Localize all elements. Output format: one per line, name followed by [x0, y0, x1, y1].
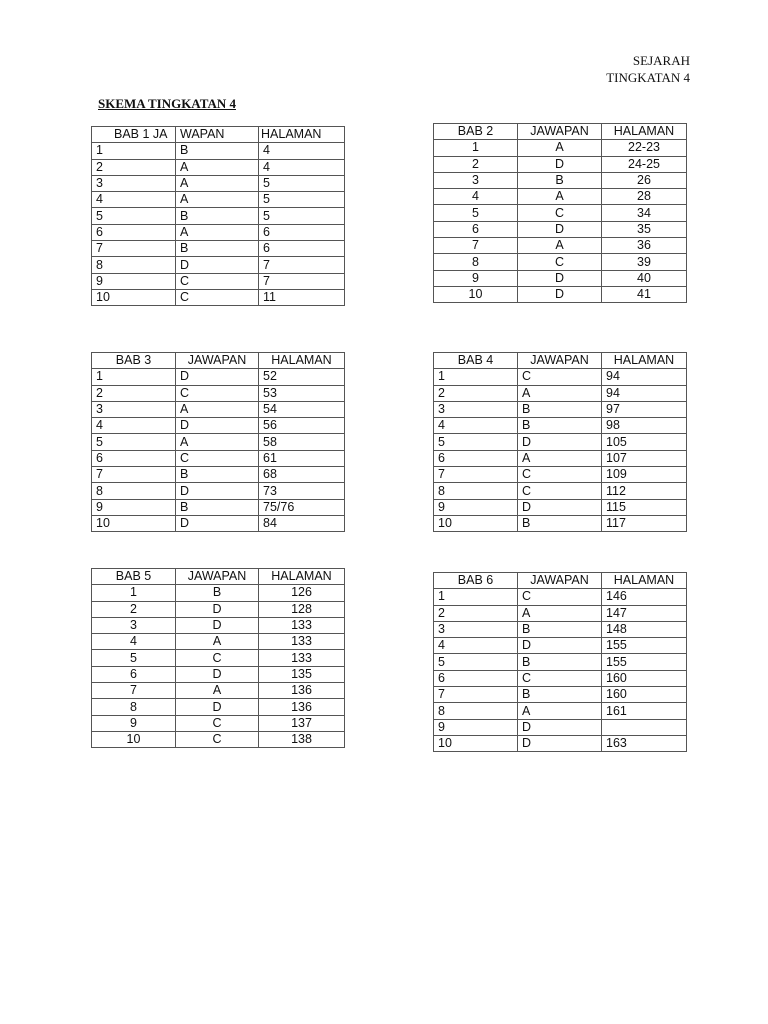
- question-number-cell: 9: [92, 715, 176, 731]
- page-cell: 109: [602, 467, 687, 483]
- question-number-cell: 9: [92, 499, 176, 515]
- question-number-cell: 4: [92, 192, 176, 208]
- page-title: SKEMA TINGKATAN 4: [98, 96, 236, 111]
- page-cell: 22-23: [602, 140, 687, 156]
- question-number-cell: 5: [92, 650, 176, 666]
- answer-cell: A: [518, 189, 602, 205]
- table-row: [92, 683, 345, 699]
- answer-cell: D: [176, 369, 259, 385]
- table-row: [92, 369, 345, 385]
- page-cell: 54: [259, 401, 345, 417]
- answer-cell: D: [518, 286, 602, 302]
- answer-cell: A: [176, 401, 259, 417]
- page-cell: 36: [602, 238, 687, 254]
- question-number-cell: 3: [434, 401, 518, 417]
- table-row: [434, 638, 687, 654]
- question-number-cell: 8: [92, 699, 176, 715]
- answer-cell: C: [518, 483, 602, 499]
- table-row: [92, 467, 345, 483]
- answer-cell: A: [176, 192, 259, 208]
- question-number-cell: 6: [434, 221, 518, 237]
- question-number-cell: 4: [92, 634, 176, 650]
- page-cell: 94: [602, 385, 687, 401]
- answer-cell: B: [518, 654, 602, 670]
- page-cell: 161: [602, 703, 687, 719]
- answer-cell: A: [518, 605, 602, 621]
- page-cell: 105: [602, 434, 687, 450]
- page-cell: 136: [259, 683, 345, 699]
- page-cell: 147: [602, 605, 687, 621]
- page-cell: 24-25: [602, 156, 687, 172]
- table-row: [434, 703, 687, 719]
- table-row: [434, 286, 687, 302]
- table-row: [434, 270, 687, 286]
- question-number-cell: 2: [434, 385, 518, 401]
- question-number-cell: 1: [92, 369, 176, 385]
- page-cell: 128: [259, 601, 345, 617]
- table-row: [434, 735, 687, 751]
- question-number-cell: 10: [434, 515, 518, 531]
- question-number-cell: 4: [434, 638, 518, 654]
- column-header: BAB 5: [92, 569, 176, 585]
- question-number-cell: 6: [92, 666, 176, 682]
- page-cell: 6: [259, 241, 345, 257]
- question-number-cell: 7: [434, 467, 518, 483]
- question-number-cell: 5: [434, 654, 518, 670]
- column-header: JAWAPAN: [518, 124, 602, 140]
- column-header: HALAMAN: [602, 124, 687, 140]
- question-number-cell: 10: [92, 289, 176, 305]
- page-cell: 133: [259, 634, 345, 650]
- answer-cell: C: [176, 731, 259, 747]
- table-header-row: [434, 124, 687, 140]
- table-row: [434, 254, 687, 270]
- question-number-cell: 9: [434, 499, 518, 515]
- question-number-cell: 3: [92, 401, 176, 417]
- page-cell: 41: [602, 286, 687, 302]
- table-row: [434, 467, 687, 483]
- question-number-cell: 5: [434, 205, 518, 221]
- answer-cell: D: [518, 156, 602, 172]
- page-cell: 75/76: [259, 499, 345, 515]
- table-row: [92, 483, 345, 499]
- page-cell: 146: [602, 589, 687, 605]
- question-number-cell: 10: [92, 731, 176, 747]
- page-cell: 35: [602, 221, 687, 237]
- answer-cell: D: [176, 515, 259, 531]
- page-cell: 163: [602, 735, 687, 751]
- column-header: BAB 6: [434, 573, 518, 589]
- form-label: TINGKATAN 4: [606, 70, 690, 85]
- table-row: [434, 140, 687, 156]
- page-cell: 52: [259, 369, 345, 385]
- question-number-cell: 1: [92, 143, 176, 159]
- page-cell: 61: [259, 450, 345, 466]
- table-row: [92, 434, 345, 450]
- page-cell: 40: [602, 270, 687, 286]
- question-number-cell: 7: [92, 241, 176, 257]
- answer-cell: A: [176, 634, 259, 650]
- answer-cell: C: [176, 273, 259, 289]
- question-number-cell: 1: [92, 585, 176, 601]
- answer-cell: B: [518, 515, 602, 531]
- answer-cell: A: [176, 175, 259, 191]
- page-cell: 7: [259, 273, 345, 289]
- table-row: [434, 205, 687, 221]
- answer-cell: B: [176, 585, 259, 601]
- page-cell: 68: [259, 467, 345, 483]
- answer-cell: C: [176, 715, 259, 731]
- table-row: [92, 401, 345, 417]
- question-number-cell: 10: [92, 515, 176, 531]
- column-header: HALAMAN: [602, 573, 687, 589]
- table-row: [434, 670, 687, 686]
- page-cell: 84: [259, 515, 345, 531]
- page-cell: 112: [602, 483, 687, 499]
- answer-cell: B: [518, 621, 602, 637]
- answer-table-bab-5: [91, 568, 345, 748]
- question-number-cell: 3: [434, 621, 518, 637]
- table-row: [434, 156, 687, 172]
- question-number-cell: 6: [434, 450, 518, 466]
- page-cell: 34: [602, 205, 687, 221]
- answer-cell: B: [518, 172, 602, 188]
- page-cell: 58: [259, 434, 345, 450]
- answer-cell: A: [518, 703, 602, 719]
- column-header: JAWAPAN: [176, 569, 259, 585]
- table-row: [434, 719, 687, 735]
- answer-cell: D: [176, 699, 259, 715]
- answer-cell: D: [176, 601, 259, 617]
- question-number-cell: 9: [434, 719, 518, 735]
- table-row: [434, 189, 687, 205]
- answer-table-bab-4: [433, 352, 687, 532]
- column-header: JAWAPAN: [518, 573, 602, 589]
- answer-cell: D: [518, 638, 602, 654]
- table-row: [92, 241, 345, 257]
- page-cell: 117: [602, 515, 687, 531]
- column-header: HALAMAN: [602, 353, 687, 369]
- table-row: [434, 654, 687, 670]
- answer-cell: A: [518, 385, 602, 401]
- answer-cell: D: [518, 735, 602, 751]
- question-number-cell: 4: [92, 418, 176, 434]
- answer-cell: A: [176, 159, 259, 175]
- question-number-cell: 10: [434, 286, 518, 302]
- table-row: [92, 650, 345, 666]
- page-cell: 5: [259, 208, 345, 224]
- question-number-cell: 2: [92, 159, 176, 175]
- question-number-cell: 8: [434, 483, 518, 499]
- question-number-cell: 9: [434, 270, 518, 286]
- page-cell: 73: [259, 483, 345, 499]
- page-cell: 94: [602, 369, 687, 385]
- question-number-cell: 2: [434, 156, 518, 172]
- table-row: [434, 450, 687, 466]
- answer-cell: D: [176, 666, 259, 682]
- answer-cell: C: [176, 450, 259, 466]
- page-cell: 5: [259, 175, 345, 191]
- answer-cell: B: [518, 687, 602, 703]
- page-cell: 97: [602, 401, 687, 417]
- question-number-cell: 2: [92, 601, 176, 617]
- table-row: [434, 401, 687, 417]
- question-number-cell: 2: [92, 385, 176, 401]
- table-row: [434, 369, 687, 385]
- question-number-cell: 9: [92, 273, 176, 289]
- answer-cell: A: [176, 683, 259, 699]
- table-row: [92, 601, 345, 617]
- answer-cell: D: [518, 719, 602, 735]
- answer-cell: C: [518, 369, 602, 385]
- question-number-cell: 5: [92, 208, 176, 224]
- table-row: [434, 483, 687, 499]
- table-row: [92, 585, 345, 601]
- page-cell: 6: [259, 224, 345, 240]
- table-row: [92, 385, 345, 401]
- column-header: BAB 4: [434, 353, 518, 369]
- page-cell: 7: [259, 257, 345, 273]
- table-row: [434, 605, 687, 621]
- table-row: [92, 289, 345, 305]
- question-number-cell: 3: [92, 617, 176, 633]
- page-cell: 107: [602, 450, 687, 466]
- answer-cell: D: [176, 617, 259, 633]
- table-row: [434, 621, 687, 637]
- question-number-cell: 5: [434, 434, 518, 450]
- question-number-cell: 1: [434, 140, 518, 156]
- question-number-cell: 6: [92, 450, 176, 466]
- answer-cell: A: [176, 224, 259, 240]
- question-number-cell: 8: [434, 254, 518, 270]
- answer-cell: B: [176, 208, 259, 224]
- table-row: [92, 273, 345, 289]
- page-cell: 4: [259, 159, 345, 175]
- table-row: [92, 515, 345, 531]
- page-cell: 98: [602, 418, 687, 434]
- column-header: JAWAPAN: [176, 353, 259, 369]
- answer-cell: C: [518, 467, 602, 483]
- answer-cell: C: [176, 289, 259, 305]
- column-header: BAB 1 JA: [92, 127, 176, 143]
- table-row: [92, 257, 345, 273]
- table-row: [92, 699, 345, 715]
- table-row: [92, 715, 345, 731]
- table-row: [434, 434, 687, 450]
- table-row: [92, 192, 345, 208]
- question-number-cell: 3: [92, 175, 176, 191]
- question-number-cell: 8: [92, 483, 176, 499]
- answer-table-bab-1: [91, 126, 345, 306]
- answer-cell: C: [518, 205, 602, 221]
- table-row: [92, 634, 345, 650]
- table-header-row: [434, 573, 687, 589]
- column-header: WAPAN: [176, 127, 259, 143]
- answer-cell: B: [176, 467, 259, 483]
- table-row: [92, 143, 345, 159]
- question-number-cell: 7: [434, 687, 518, 703]
- table-row: [92, 450, 345, 466]
- column-header: JAWAPAN: [518, 353, 602, 369]
- answer-cell: B: [518, 401, 602, 417]
- question-number-cell: 1: [434, 589, 518, 605]
- subject-label: SEJARAH: [632, 53, 690, 68]
- table-row: [434, 418, 687, 434]
- table-header-row: [92, 569, 345, 585]
- page-cell: 155: [602, 638, 687, 654]
- page-cell: 155: [602, 654, 687, 670]
- question-number-cell: 3: [434, 172, 518, 188]
- table-row: [434, 515, 687, 531]
- answer-table-bab-6: [433, 572, 687, 752]
- answer-cell: A: [176, 434, 259, 450]
- question-number-cell: 10: [434, 735, 518, 751]
- question-number-cell: 8: [92, 257, 176, 273]
- table-header-row: [92, 127, 345, 143]
- table-row: [92, 499, 345, 515]
- question-number-cell: 4: [434, 418, 518, 434]
- question-number-cell: 4: [434, 189, 518, 205]
- question-number-cell: 7: [92, 683, 176, 699]
- answer-cell: D: [518, 221, 602, 237]
- page-cell: 26: [602, 172, 687, 188]
- table-header-row: [434, 353, 687, 369]
- table-row: [434, 221, 687, 237]
- question-number-cell: 8: [434, 703, 518, 719]
- column-header: HALAMAN: [259, 127, 345, 143]
- question-number-cell: 2: [434, 605, 518, 621]
- page-cell: 160: [602, 670, 687, 686]
- answer-cell: D: [518, 434, 602, 450]
- answer-cell: C: [518, 589, 602, 605]
- page-cell: 126: [259, 585, 345, 601]
- table-row: [92, 731, 345, 747]
- table-row: [92, 418, 345, 434]
- page-cell: 133: [259, 617, 345, 633]
- page-cell: 5: [259, 192, 345, 208]
- question-number-cell: 7: [434, 238, 518, 254]
- table-row: [92, 208, 345, 224]
- answer-cell: C: [518, 670, 602, 686]
- answer-table-bab-3: [91, 352, 345, 532]
- page-cell: 136: [259, 699, 345, 715]
- answer-table-bab-2: [433, 123, 687, 303]
- table-row: [434, 385, 687, 401]
- page-cell: [602, 719, 687, 735]
- page-cell: 11: [259, 289, 345, 305]
- table-row: [92, 666, 345, 682]
- page-cell: 133: [259, 650, 345, 666]
- answer-cell: C: [176, 385, 259, 401]
- answer-cell: D: [176, 483, 259, 499]
- page-cell: 28: [602, 189, 687, 205]
- page-cell: 39: [602, 254, 687, 270]
- column-header: BAB 2: [434, 124, 518, 140]
- page-cell: 4: [259, 143, 345, 159]
- column-header: HALAMAN: [259, 569, 345, 585]
- page-cell: 115: [602, 499, 687, 515]
- table-row: [434, 238, 687, 254]
- question-number-cell: 5: [92, 434, 176, 450]
- answer-cell: B: [176, 143, 259, 159]
- answer-cell: C: [518, 254, 602, 270]
- table-row: [434, 589, 687, 605]
- table-row: [92, 224, 345, 240]
- page-cell: 138: [259, 731, 345, 747]
- table-row: [92, 175, 345, 191]
- question-number-cell: 6: [92, 224, 176, 240]
- answer-cell: B: [518, 418, 602, 434]
- answer-cell: D: [518, 270, 602, 286]
- page-cell: 53: [259, 385, 345, 401]
- question-number-cell: 7: [92, 467, 176, 483]
- document-header: [606, 52, 690, 86]
- page-cell: 148: [602, 621, 687, 637]
- answer-cell: A: [518, 238, 602, 254]
- question-number-cell: 6: [434, 670, 518, 686]
- table-row: [92, 617, 345, 633]
- answer-cell: D: [518, 499, 602, 515]
- table-row: [434, 687, 687, 703]
- table-header-row: [92, 353, 345, 369]
- answer-cell: D: [176, 257, 259, 273]
- column-header: BAB 3: [92, 353, 176, 369]
- page-cell: 160: [602, 687, 687, 703]
- question-number-cell: 1: [434, 369, 518, 385]
- answer-cell: B: [176, 499, 259, 515]
- answer-cell: C: [176, 650, 259, 666]
- page-cell: 137: [259, 715, 345, 731]
- answer-cell: B: [176, 241, 259, 257]
- page-cell: 135: [259, 666, 345, 682]
- answer-cell: A: [518, 140, 602, 156]
- table-row: [434, 172, 687, 188]
- table-row: [92, 159, 345, 175]
- page-cell: 56: [259, 418, 345, 434]
- table-row: [434, 499, 687, 515]
- answer-cell: D: [176, 418, 259, 434]
- answer-cell: A: [518, 450, 602, 466]
- column-header: HALAMAN: [259, 353, 345, 369]
